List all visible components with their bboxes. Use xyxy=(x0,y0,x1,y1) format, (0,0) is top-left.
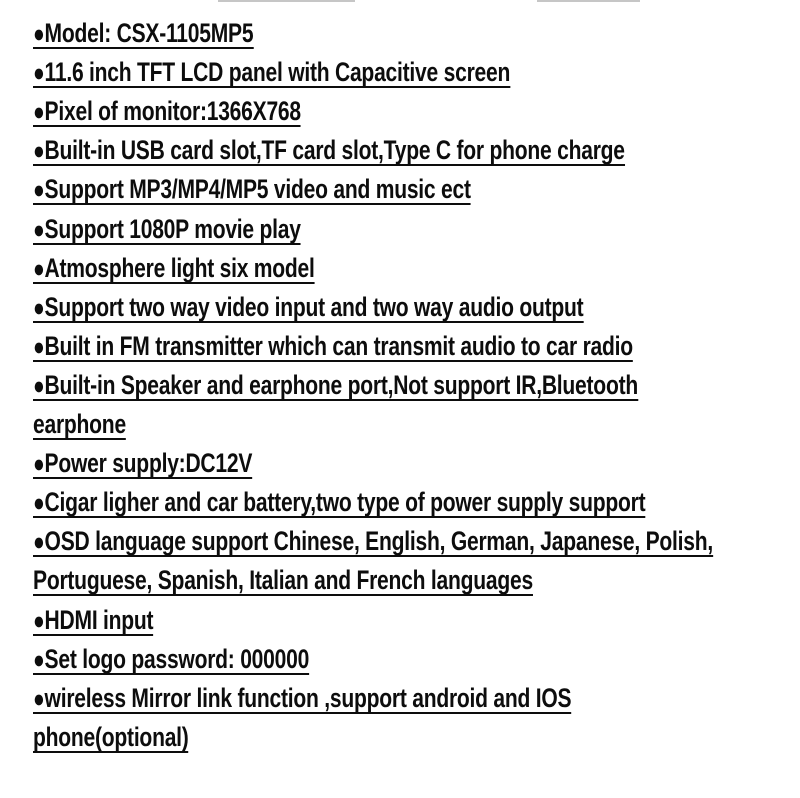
bullet-icon: ● xyxy=(33,371,45,400)
bullet-icon: ● xyxy=(33,215,45,244)
feature-line-1080p xyxy=(33,205,800,244)
feature-text: Set logo password: 000000 xyxy=(44,643,310,674)
feature-text: wireless Mirror link function ,support android and IOS xyxy=(44,682,572,713)
feature-text: OSD language support Chinese, English, German, Japanese, Polish, xyxy=(44,526,714,557)
cropped-underline-artifact xyxy=(537,0,640,2)
bullet-icon: ● xyxy=(33,176,45,205)
feature-text: Cigar ligher and car battery,two type of power supply support xyxy=(44,487,646,518)
feature-line-panel xyxy=(33,49,800,88)
feature-text: 11.6 inch TFT LCD panel with Capacitive screen xyxy=(44,57,511,88)
bullet-icon: ● xyxy=(33,684,45,713)
cropped-underline-artifact xyxy=(218,0,355,2)
bullet-icon: ● xyxy=(33,606,45,635)
feature-text: Pixel of monitor:1366X768 xyxy=(44,96,301,127)
feature-text: Atmosphere light six model xyxy=(44,252,315,283)
feature-text: Built-in Speaker and earphone port,Not support IR,Bluetooth xyxy=(44,369,638,400)
feature-line-mirror-link xyxy=(33,675,800,714)
bullet-icon: ● xyxy=(33,137,45,166)
feature-line-pixel xyxy=(33,88,800,127)
feature-line-model xyxy=(33,10,800,49)
feature-line-mirror-link-cont xyxy=(33,714,800,753)
bullet-icon: ● xyxy=(33,98,45,127)
feature-text: HDMI input xyxy=(44,604,154,635)
feature-line-logo-password xyxy=(33,636,800,675)
feature-line-video-audio-io xyxy=(33,284,800,323)
feature-line-card-slots xyxy=(33,127,800,166)
bullet-icon: ● xyxy=(33,293,45,322)
feature-line-atmosphere-light xyxy=(33,245,800,284)
feature-line-osd-languages-cont xyxy=(33,557,800,596)
bullet-icon: ● xyxy=(33,645,45,674)
bullet-icon: ● xyxy=(33,450,45,479)
bullet-icon: ● xyxy=(33,528,45,557)
feature-line-fm-transmitter xyxy=(33,323,800,362)
feature-line-power-supply xyxy=(33,440,800,479)
feature-text: Model: CSX-1105MP5 xyxy=(44,18,254,49)
bullet-icon: ● xyxy=(33,59,45,88)
feature-text: Support MP3/MP4/MP5 video and music ect xyxy=(44,174,471,205)
bullet-icon: ● xyxy=(33,20,45,49)
feature-line-power-types xyxy=(33,479,800,518)
feature-line-speaker-cont xyxy=(33,401,800,440)
feature-line-media-support xyxy=(33,166,800,205)
feature-text: phone(optional) xyxy=(33,721,189,752)
feature-text: Support two way video input and two way audio output xyxy=(44,291,584,322)
feature-line-speaker xyxy=(33,362,800,401)
feature-text: Support 1080P movie play xyxy=(44,213,301,244)
feature-text: Built-in USB card slot,TF card slot,Type C for phone charge xyxy=(44,135,625,166)
feature-line-hdmi xyxy=(33,596,800,635)
feature-text: Portuguese, Spanish, Italian and French languages xyxy=(33,565,533,596)
feature-text: earphone xyxy=(33,409,126,440)
bullet-icon: ● xyxy=(33,332,45,361)
feature-text: Power supply:DC12V xyxy=(44,448,253,479)
bullet-icon: ● xyxy=(33,254,45,283)
feature-line-osd-languages xyxy=(33,518,800,557)
feature-list xyxy=(33,10,800,753)
bullet-icon: ● xyxy=(33,489,45,518)
feature-text: Built in FM transmitter which can transmit audio to car radio xyxy=(44,330,633,361)
